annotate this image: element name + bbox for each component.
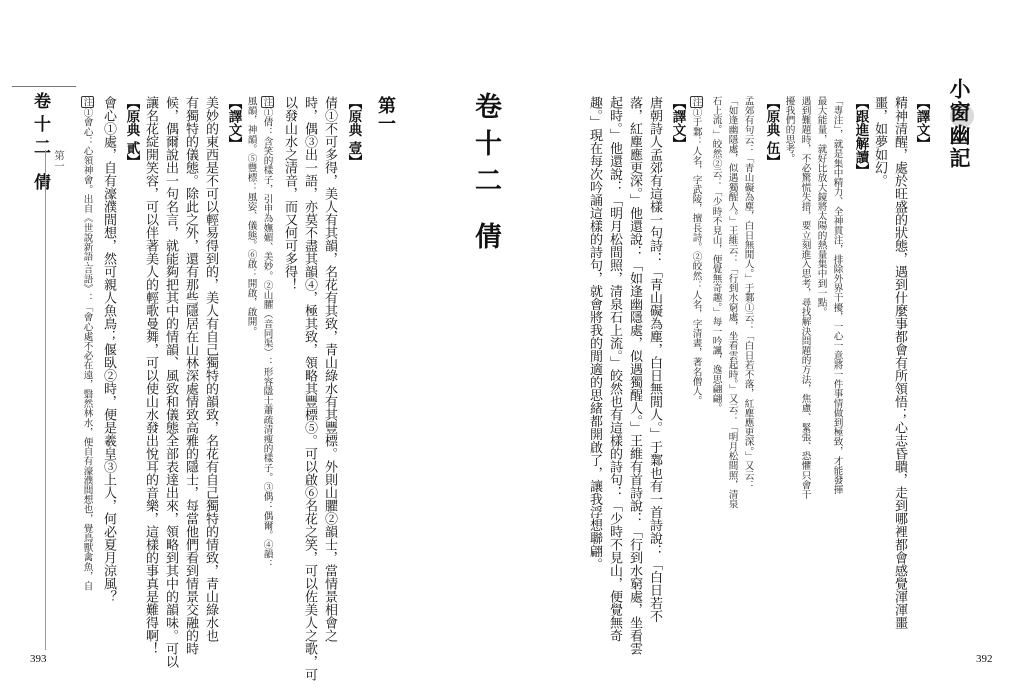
page-number-right: 392 — [976, 653, 993, 665]
translation-a-heading: 【譯文】 — [913, 96, 930, 150]
translation-1-line: 美妙的東西是不可以輕易得到的，美人有自己獨特的韻致，名花有自己獨特的情致，青山綠水也 — [203, 96, 218, 642]
extended-reading-line: 擾我們的思考。 — [783, 96, 795, 164]
translation-5-line: 起時。」他還說：「明月松間照，清泉石上流。」皎然也有這樣的詩句：「少時不見山，便覺無奇 — [607, 96, 622, 642]
note-1-line: 注①倩：含笑的樣子，引申為嫵媚、美妙。②山臞（音同渠）：形容隱士蕭疏清瘦的樣子。③偶：偶爾。④韻： — [261, 97, 273, 569]
extended-reading-line: 最大能量，就好比放大鏡將太陽的熱量集中到一點。 — [815, 96, 827, 317]
running-head: 卷十二 倩 — [30, 92, 50, 196]
note-1-line: 風韻，神韻。⑤豐標：風姿、儀態。⑥啟：開啟，啟開。 — [245, 96, 257, 336]
book-logo: 小窗幽記 — [947, 78, 972, 170]
note-2-line: 注①會心：心領神會。出自《世說新語·言語》：「會心處不必在遠，翳然林水，便自有濠濮間想也，覺鳥獸禽魚，自 — [81, 97, 93, 591]
original-1-line: 倩①不可多得，美人有其韻，名花有其致，青山綠水有其豐標。外則山臞②韻士，當情景相會之 — [322, 96, 337, 642]
extended-reading-line: 「專注」，就是集中精力、全神貫注，排除外界干擾，一心一意將一件事情做到極致，才能發揮 — [831, 96, 843, 495]
translation-5-line: 趣。」現在每次吟誦這樣的詩句，就會將我的閒適的思緒都開啟了，讓我浮想聯翩。 — [587, 96, 602, 571]
original-1-line: 時，偶③出一語，亦莫不盡其韻④，極其致，領略其豐標⑤。可以啟⑥名花之笑，可以佐美人之歌，可 — [302, 96, 317, 681]
translation-a-line: 精神清醒，處於旺盛的狀態，遇到什麼事都會有所領悟；心志昏聵，走到哪裡都會感覺渾渾噩 — [892, 96, 907, 629]
right-page — [512, 0, 1024, 693]
original-1-heading: 【原典 壹】 — [345, 96, 362, 169]
note-label: 注 — [261, 97, 273, 107]
translation-1-heading: 【譯文】 — [225, 96, 242, 150]
translation-5-line: 唐朝詩人孟郊有這樣一句詩：「青山礙為塵，白日無閒人。」于鄴也有一首詩說：「白日若不 — [647, 96, 662, 623]
page-number-left: 393 — [30, 653, 47, 665]
extended-reading-heading: 【跟進解讀】 — [852, 96, 869, 177]
original-2-heading: 【原典 貳】 — [123, 96, 140, 169]
original-5-heading: 【原典 伍】 — [763, 96, 780, 169]
section-title: 第一 — [375, 96, 396, 132]
note-5-line: 注①于鄴：人名，字武陵，擅長詩。②皎然：人名，字清晝，著名僧人。 — [690, 97, 702, 406]
translation-1-line: 有獨特的儀態。除此之外，還有那些隱居在山林深處情致高雅的隱士，每當他們看到情景交融的時 — [183, 96, 198, 655]
original-5-line: 石上流。」皎然②云：「少時不見山，便覺無奇趣。」每一吟諷，逸思翩翩。 — [710, 96, 722, 413]
original-2-line: 會心①處，自有濠濮間想，然可親人魚鳥；偃臥②時，便是羲皇③上人，何必夏月涼風？ — [101, 96, 116, 603]
original-5-line: 「如逢幽隱處，似遇獨醒人。」王維云：「行到水窮處，坐看雲起時。」又云：「明月松間照，清泉 — [726, 96, 738, 509]
translation-1-line: 候，偶爾說出一句名言，就能夠把其中的情韻、風致和儀態全部表達出來，領略到其中的韻味。可以 — [163, 96, 178, 668]
note-label: 注 — [81, 97, 93, 107]
margin-rule — [45, 150, 46, 650]
running-subhead: 第一 — [53, 150, 65, 171]
translation-1-line: 讓名花綻開笑容，可以伴著美人的輕歌曼舞，可以使山水發出悅耳的音樂，這樣的事真是難得啊！ — [143, 96, 158, 655]
original-5-line: 孟郊有句云：「青山礙為塵，白日無閒人。」于鄴①云：「白日若不落，紅塵應更深。」又云： — [742, 96, 754, 490]
note-label: 注 — [690, 97, 702, 107]
translation-a-line: 噩，如夢如幻。 — [872, 96, 887, 187]
header-rule — [12, 86, 76, 87]
original-1-line: 以發山水之清音，而又何可多得！ — [282, 96, 297, 291]
chapter-title: 卷十二 倩 — [470, 92, 501, 260]
translation-5-heading: 【譯文】 — [669, 96, 686, 150]
translation-5-line: 落，紅塵應更深。」他還說：「如逢幽隱處，似遇獨醒人。」王維有首詩說：「行到水窮處，坐看雲 — [627, 96, 642, 655]
extended-reading-line: 遇到難題時，不必驚慌失措，要立刻進入思考，尋找解決問題的方法，焦慮、緊張、恐懼只會干 — [799, 96, 811, 500]
